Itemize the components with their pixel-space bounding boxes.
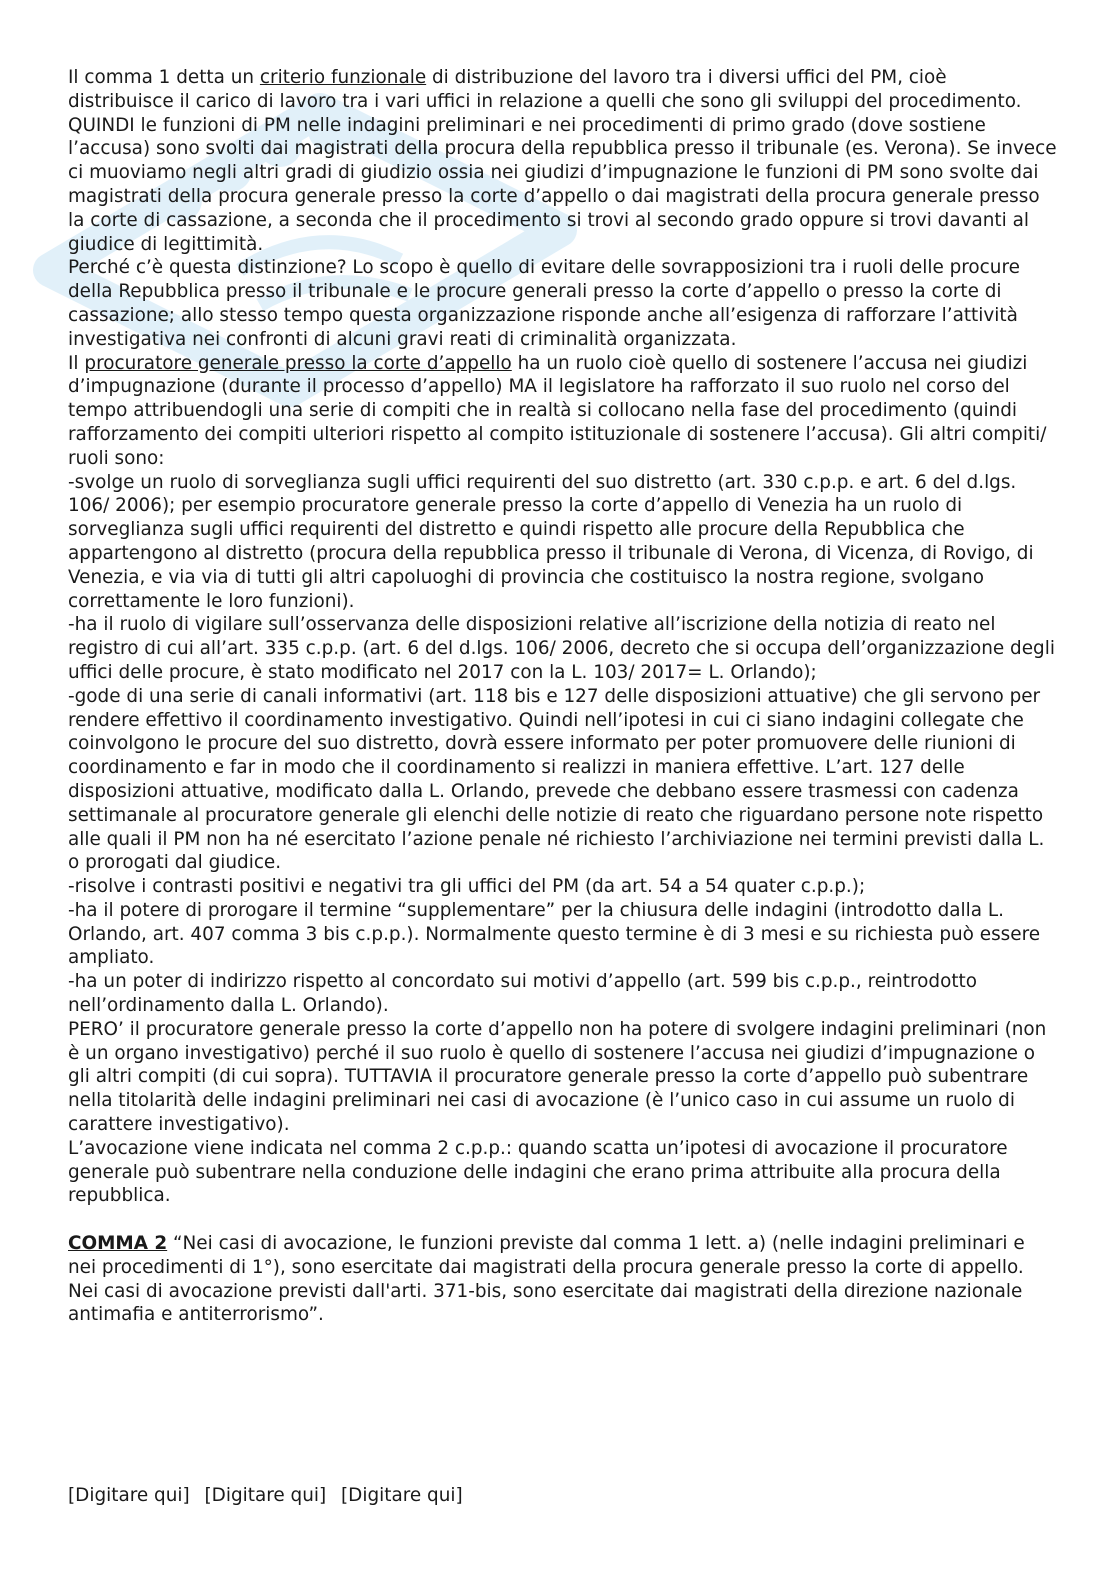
list-item-indirizzo: -ha un poter di indirizzo rispetto al concordato sui motivi d’appello (art. 599 bis c.p.p., reintrodotto nell’ordinamento dalla L. Orlando). — [68, 971, 978, 1017]
footer-placeholder-right[interactable]: [Digitare qui] — [341, 1485, 463, 1506]
paragraph-criterio-funzionale — [68, 66, 1058, 114]
paragraph-spacer — [68, 1208, 1058, 1232]
paragraph-text: di distribuzione del lavoro tra i diversi uffici del PM, cioè distribuisce il carico di lavoro tra i vari uffici in relazione a quelli che sono gli sviluppi del procedimento. — [68, 67, 1022, 112]
paragraph-text: ha un ruolo cioè quello di sostenere l’accusa nei giudizi d’impugnazione (durante il processo d’appello) MA il legislatore ha rafforzato il suo ruolo nel corso del tempo attribuendogli una serie di compiti che in realtà si collocano nella fase del procedimento (quindi rafforzamento dei compiti ulteriori rispetto al compito istituzionale di sostenere l’accusa). Gli altri compiti/ ruoli sono: — [68, 352, 1047, 469]
list-item-contrasti: -risolve i contrasti positivi e negativi tra gli uffici del PM (da art. 54 a 54 quater c.p.p.); — [68, 876, 866, 898]
section-heading-comma-2: COMMA 2 — [68, 1233, 168, 1255]
paragraph-text: “Nei casi di avocazione, le funzioni previste dal comma 1 lett. a) (nelle indagini preliminari e nei procedimenti di 1°), sono esercitate dai magistrati della procura generale presso la corte di appello. Nei casi di avocazione previsti dall'arti. 371-bis, sono esercitate dai magistrati della direzione nazionale antimafia e antiterrorismo”. — [68, 1233, 1025, 1326]
document-body — [68, 66, 1058, 1327]
footer-placeholder-left[interactable]: [Digitare qui] — [68, 1485, 190, 1506]
paragraph-text: Il — [68, 352, 85, 374]
list-item-proroga: -ha il potere di prorogare il termine “supplementare” per la chiusura delle indagini (introdotto dalla L. Orlando, art. 407 comma 3 bis c.p.p.). Normalmente questo termine è di 3 mesi e su richiesta può essere ampliato. — [68, 899, 1041, 969]
list-item-sorveglianza: -svolge un ruolo di sorveglianza sugli uffici requirenti del suo distretto (art. 330 c.p.p. e art. 6 del d.lgs. 106/ 2006); per esempio procuratore generale presso la corte d’appello di Venezia ha un ruolo di sorveglianza sugli uffici requirenti del distretto e quindi rispetto alle procure della Repubblica che appartengono al distretto (procura della repubblica presso il tribunale di Verona, di Vicenza, di Rovigo, di Venezia, e via via di tutti gli altri capoluoghi di provincia che costituisco la nostra regione, svolgano correttamente le loro funzioni). — [68, 471, 1034, 612]
paragraph-distinzione: Perché c’è questa distinzione? Lo scopo è quello di evitare delle sovrapposizioni tra i ruoli delle procure della Repubblica presso il tribunale e le procure generali presso la corte d’appello o presso la corte di cassazione; allo stesso tempo questa organizzazione risponde anche all’esigenza di rafforzare l’attività investigativa nei confronti di alcuni gravi reati di criminalità organizzata. — [68, 257, 1020, 350]
footer-placeholder-center[interactable]: [Digitare qui] — [204, 1485, 327, 1506]
paragraph-text: Il comma 1 detta un — [68, 67, 260, 88]
list-item-canali-informativi: -gode di una serie di canali informativi (art. 118 bis e 127 delle disposizioni attuative) che gli servono per rendere effettivo il coordinamento investigativo. Quindi nell’ipotesi in cui ci siano indagini collegate che coinvolgono le procure del suo distretto, dovrà essere informato per poter promuovere delle riunioni di coordinamento e far in modo che il coordinamento si realizzi in maniera effettive. L’art. 127 delle disposizioni attuative, modificato dalla L. Orlando, prevede che debbano essere trasmessi con cadenza settimanale al procuratore generale gli elenchi delle notizie di reato che riguardano persone note rispetto alle quali il PM non ha né esercitato l’azione penale né richiesto l’archiviazione nei termini previsti dalla L. o prorogati dal giudice. — [68, 685, 1045, 874]
paragraph-comma-2 — [68, 1232, 1058, 1327]
paragraph-pero: PERO’ il procuratore generale presso la corte d’appello non ha potere di svolgere indagini preliminari (non è un organo investigativo) perché il suo ruolo è quello di sostenere l’accusa nei giudizi d’impugnazione o gli altri compiti (di cui sopra). TUTTAVIA il procuratore generale presso la corte d’appello può subentrare nella titolarità delle indagini preliminari nei casi di avocazione (è l’unico caso in cui assume un ruolo di carattere investigativo). — [68, 1018, 1047, 1136]
list-item-vigilanza: -ha il ruolo di vigilare sull’osservanza delle disposizioni relative all’iscrizione della notizia di reato nel registro di cui all’art. 335 c.p.p. (art. 6 del d.lgs. 106/ 2006, decreto che si occupa dell’organizzazione degli uffici delle procure, è stato modificato nel 2017 con la L. 103/ 2017= L. Orlando); — [68, 614, 1055, 683]
page-footer — [68, 1484, 472, 1507]
underlined-term-criterio-funzionale: criterio funzionale — [259, 67, 427, 88]
paragraph-procuratore-generale — [68, 352, 1058, 471]
paragraph-quindi: QUINDI le funzioni di PM nelle indagini preliminari e nei procedimenti di primo grado (dove sostiene l’accusa) sono svolti dai magistrati della procura della repubblica presso il tribunale (es. Verona). Se invece ci muoviamo negli altri gradi di giudizio ossia nei giudizi d’impugnazione le funzioni di PM sono svolte dai magistrati della procura generale presso la corte d’appello o dai magistrati della procura generale presso la corte di cassazione, a seconda che il procedimento si trovi al secondo grado oppure si trovi davanti al giudice di legittimità. — [68, 114, 1057, 255]
paragraph-avocazione: L’avocazione viene indicata nel comma 2 c.p.p.: quando scatta un’ipotesi di avocazione il procuratore generale può subentrare nella conduzione delle indagini che erano prima attribuite alla procura della repubblica. — [68, 1137, 1008, 1207]
underlined-term-procuratore-generale: procuratore generale presso la corte d’appello — [84, 352, 512, 374]
